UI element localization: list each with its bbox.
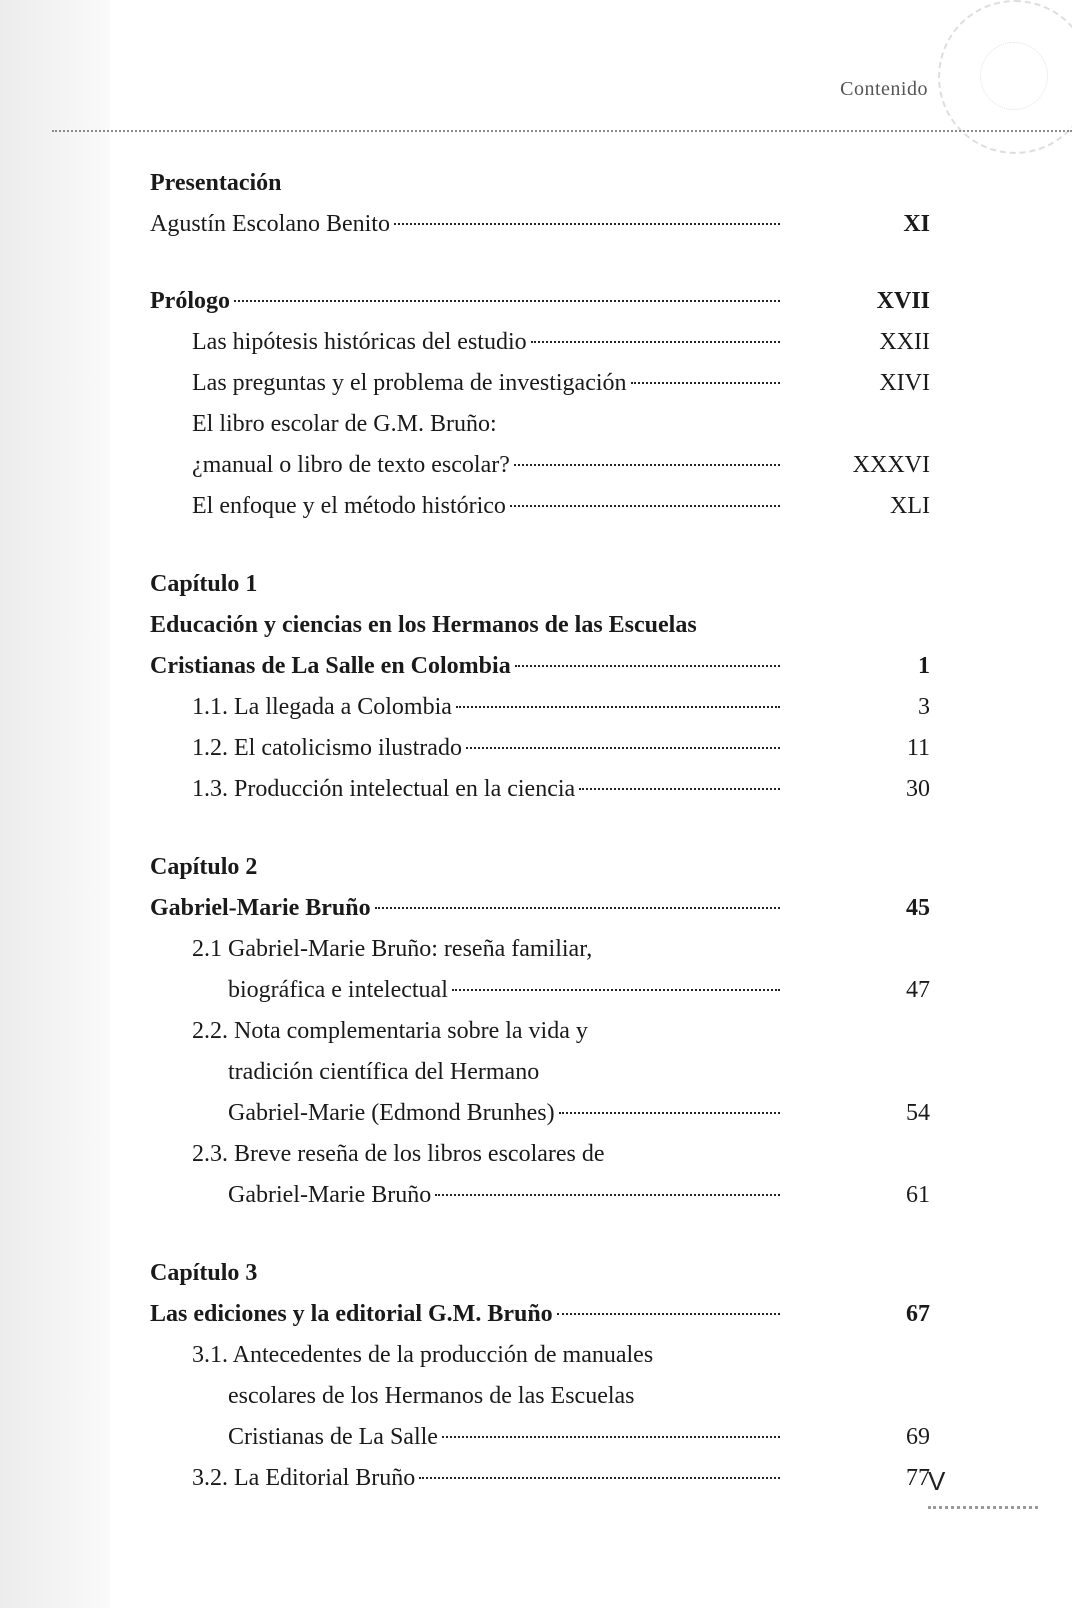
toc-entry-page: 47 (906, 977, 930, 1003)
page-number: V (928, 1466, 946, 1496)
toc-entry-title: tradición científica del Hermano (228, 1059, 540, 1085)
toc-entry-page: 61 (906, 1182, 930, 1208)
dot-leader (514, 464, 780, 466)
dot-leader (515, 665, 780, 667)
toc-entry-page: 1 (918, 653, 930, 679)
toc-entry (150, 1458, 930, 1499)
toc-entry-title: El libro escolar de G.M. Bruño: (192, 411, 497, 437)
toc-entry (150, 322, 930, 363)
toc-entry-title: 2.2. Nota complementaria sobre la vida y (192, 1018, 588, 1044)
dot-leader (631, 382, 780, 384)
toc-entry-page: 11 (906, 735, 930, 761)
toc-entry (150, 1175, 930, 1216)
toc-section-heading: Capítulo 2 (150, 854, 258, 880)
table-of-contents (150, 162, 930, 1535)
toc-entry-title: 2.3. Breve reseña de los libros escolares de (192, 1141, 605, 1167)
toc-entry-page: XXXVI (852, 452, 930, 478)
footer-dotted-rule (928, 1506, 1038, 1509)
toc-section (150, 846, 930, 1216)
toc-entry-page: 54 (906, 1100, 930, 1126)
toc-entry-title: Gabriel-Marie Bruño (228, 1182, 432, 1208)
toc-entry-title: Agustín Escolano Benito (150, 211, 390, 237)
toc-entry-title: Gabriel-Marie Bruño (150, 895, 371, 921)
toc-entry-title: Las ediciones y la editorial G.M. Bruño (150, 1301, 553, 1327)
toc-entry-title: Educación y ciencias en los Hermanos de las Escuelas (150, 612, 697, 638)
dot-leader (442, 1436, 780, 1438)
toc-entry-title: 3.2. La Editorial Bruño (192, 1465, 416, 1491)
dot-leader (466, 747, 780, 749)
toc-entry-title: biográfica e intelectual (228, 977, 448, 1003)
toc-entry (150, 646, 930, 687)
toc-entry (150, 1294, 930, 1335)
toc-entry (150, 404, 930, 445)
toc-entry-title: Las preguntas y el problema de investigación (192, 370, 627, 396)
toc-entry (150, 486, 930, 527)
toc-entry (150, 605, 930, 646)
toc-entry (150, 1093, 930, 1134)
toc-entry-page: 67 (906, 1301, 930, 1327)
toc-entry-title: Cristianas de La Salle en Colombia (150, 653, 511, 679)
toc-entry (150, 929, 930, 970)
dot-leader (579, 788, 780, 790)
toc-entry (150, 769, 930, 810)
toc-entry (150, 970, 930, 1011)
toc-entry-title: El enfoque y el método histórico (192, 493, 506, 519)
toc-entry (150, 445, 930, 486)
toc-entry-title: 1.1. La llegada a Colombia (192, 694, 452, 720)
toc-entry-page: XVII (876, 288, 930, 314)
toc-entry-title: Prólogo (150, 288, 230, 314)
toc-entry-title: Las hipótesis históricas del estudio (192, 329, 527, 355)
toc-entry (150, 363, 930, 404)
toc-entry (150, 728, 930, 769)
toc-entry (150, 888, 930, 929)
dot-leader (234, 300, 780, 302)
toc-section-heading: Presentación (150, 170, 282, 196)
toc-entry (150, 1052, 930, 1093)
toc-section (150, 563, 930, 810)
toc-entry-title: 3.1. Antecedentes de la producción de manuales (192, 1342, 654, 1368)
dot-leader (435, 1194, 780, 1196)
toc-entry (150, 1335, 930, 1376)
toc-entry-title: 1.2. El catolicismo ilustrado (192, 735, 462, 761)
toc-entry-page: 45 (906, 895, 930, 921)
toc-section (150, 1252, 930, 1499)
toc-entry (150, 687, 930, 728)
toc-entry-title: escolares de los Hermanos de las Escuelas (228, 1383, 635, 1409)
header-dotted-rule (52, 130, 1072, 132)
dot-leader (510, 505, 780, 507)
toc-entry-title: 2.1 Gabriel-Marie Bruño: reseña familiar, (192, 936, 593, 962)
toc-entry-page: 77 (906, 1465, 930, 1491)
toc-section-heading: Capítulo 3 (150, 1260, 258, 1286)
dot-leader (419, 1477, 780, 1479)
toc-entry-title: Gabriel-Marie (Edmond Brunhes) (228, 1100, 555, 1126)
toc-section-heading: Capítulo 1 (150, 571, 258, 597)
dot-leader (375, 907, 780, 909)
running-header-title: Contenido (840, 78, 928, 100)
toc-entry-page: XXII (879, 329, 930, 355)
toc-entry (150, 1011, 930, 1052)
page-gutter-shadow (0, 0, 110, 1608)
toc-entry (150, 204, 930, 245)
toc-section (150, 162, 930, 245)
running-header (0, 0, 1072, 140)
toc-entry-page: XLI (890, 493, 930, 519)
toc-entry-title: 1.3. Producción intelectual en la ciencia (192, 776, 576, 802)
toc-entry-page: 30 (906, 776, 930, 802)
toc-entry-title: Cristianas de La Salle (228, 1424, 438, 1450)
dot-leader (394, 223, 780, 225)
dot-leader (557, 1313, 780, 1315)
toc-entry (150, 1376, 930, 1417)
toc-section (150, 281, 930, 527)
dot-leader (559, 1112, 780, 1114)
toc-entry-title: ¿manual o libro de texto escolar? (192, 452, 510, 478)
toc-entry-page: 3 (918, 694, 930, 720)
toc-entry (150, 1134, 930, 1175)
dot-leader (452, 989, 780, 991)
toc-entry-page: XI (903, 211, 930, 237)
toc-entry (150, 1417, 930, 1458)
toc-entry-page: 69 (906, 1424, 930, 1450)
toc-entry (150, 281, 930, 322)
dot-leader (531, 341, 780, 343)
dot-leader (456, 706, 780, 708)
toc-entry-page: XIVI (879, 370, 930, 396)
